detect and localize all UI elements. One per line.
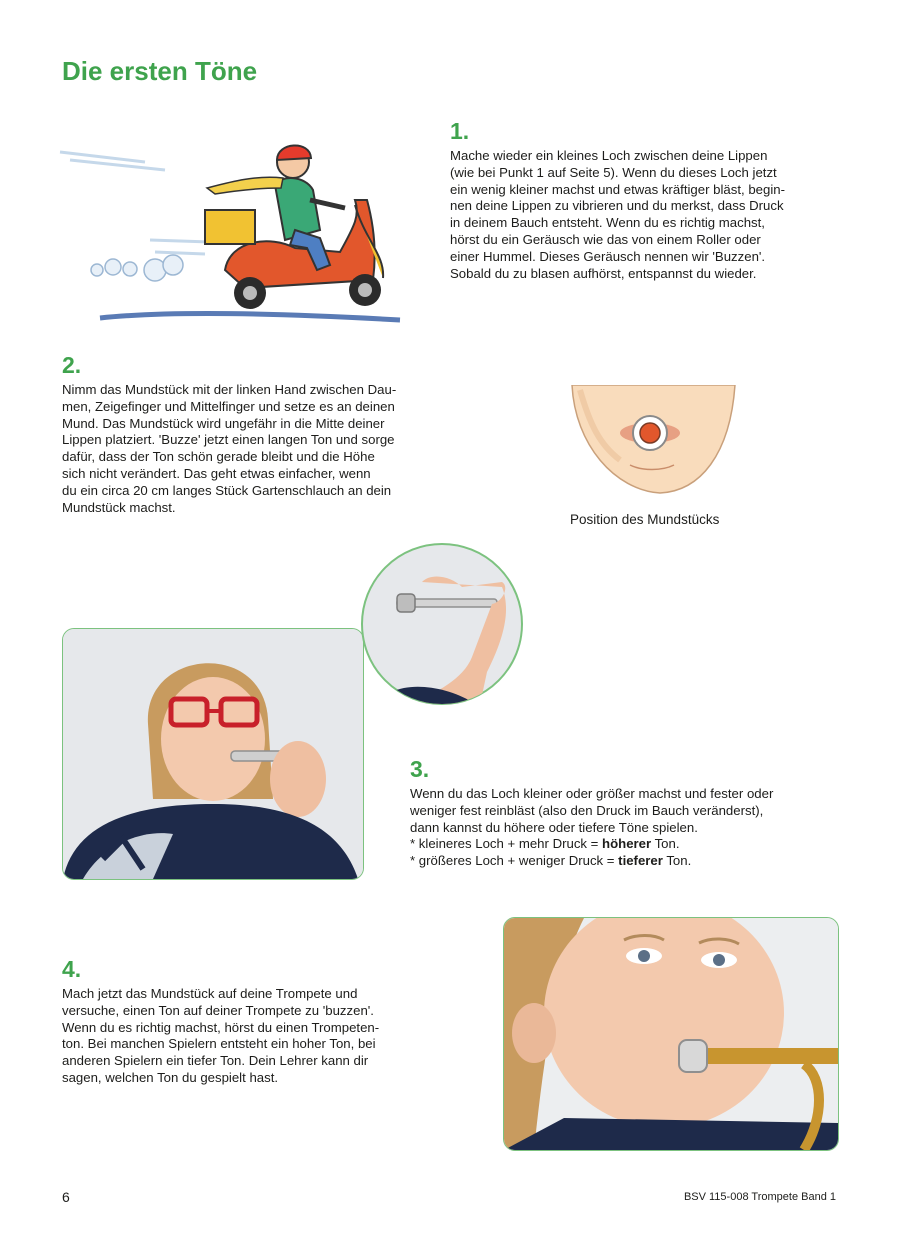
step-2-number: 2. — [62, 352, 82, 378]
step-3-number: 3. — [410, 756, 430, 782]
page-title: Die ersten Töne — [62, 56, 258, 86]
step-1-text: Mache wieder ein kleines Loch zwischen deine Lippen (wie bei Punkt 1 auf Seite 5). Wenn du dieses Loch jetzt ein wenig kleiner machst und etwas kräftiger bläst, begin- nen deine Lippen zu vibrieren und du merkst, dass Druck in deinem Bauch entsteht. Wenn du es richtig machst, hörst du ein Geräusch wie das von einem Roller oder einer Hummel. Dieses Geräusch nennen wir 'Buzzen'. Sobald du zu blasen aufhörst, entspannst du wieder. — [450, 148, 785, 281]
bullet-lower-tone: * größeres Loch + weniger Druck = tieferer Ton. — [410, 853, 692, 869]
step-4-text: Mach jetzt das Mundstück auf deine Trompete und versuche, einen Ton auf deiner Trompete zu 'buzzen'. Wenn du es richtig machst, hörst du einen Trompeten- ton. Bei manchen Spielern entsteht ein hoher Ton, bei anderen Spielern ein tiefer Ton. Dein Lehrer kann dir sagen, welchen Ton du gespielt hast. — [62, 986, 380, 1085]
step-4-number: 4. — [62, 956, 82, 982]
scooter-illustration — [55, 130, 415, 330]
footer-reference: BSV 115-008 Trompete Band 1 — [683, 1191, 836, 1203]
bullet-higher-tone: * kleineres Loch + mehr Druck = höherer Ton. — [410, 836, 680, 852]
step-1-number: 1. — [450, 118, 470, 144]
mouthpiece-position-illustration — [570, 385, 740, 495]
girl-trumpet-photo — [503, 917, 839, 1151]
step-2-text: Nimm das Mundstück mit der linken Hand zwischen Dau- men, Zeigefinger und Mittelfinger und setze es an deinen Mund. Das Mundstück wird ungefähr in die Mitte deiner Lippen platziert. 'Buzze' jetzt einen langen Ton und sorge dafür, dass der Ton schön gerade bleibt und die Höhe sich nicht verändert. Das geht etwas einfacher, wenn du ein circa 20 cm langes Stück Gartenschlauch an dein Mundstück machst. — [62, 382, 397, 515]
page-number: 6 — [62, 1189, 70, 1205]
zoom-bubble-photo — [352, 542, 530, 712]
step-3-text: Wenn du das Loch kleiner oder größer machst und fester oder weniger fest reinbläst (also den Druck im Bauch veränderst), dann kannst du höhere oder tiefere Töne spielen. * kleineres Loch + mehr Druck = höherer Ton. * größeres Loch + weniger Druck = tieferer Ton. — [410, 786, 774, 869]
mouthpiece-caption: Position des Mundstücks — [570, 512, 720, 527]
girl-mouthpiece-photo — [62, 628, 364, 880]
